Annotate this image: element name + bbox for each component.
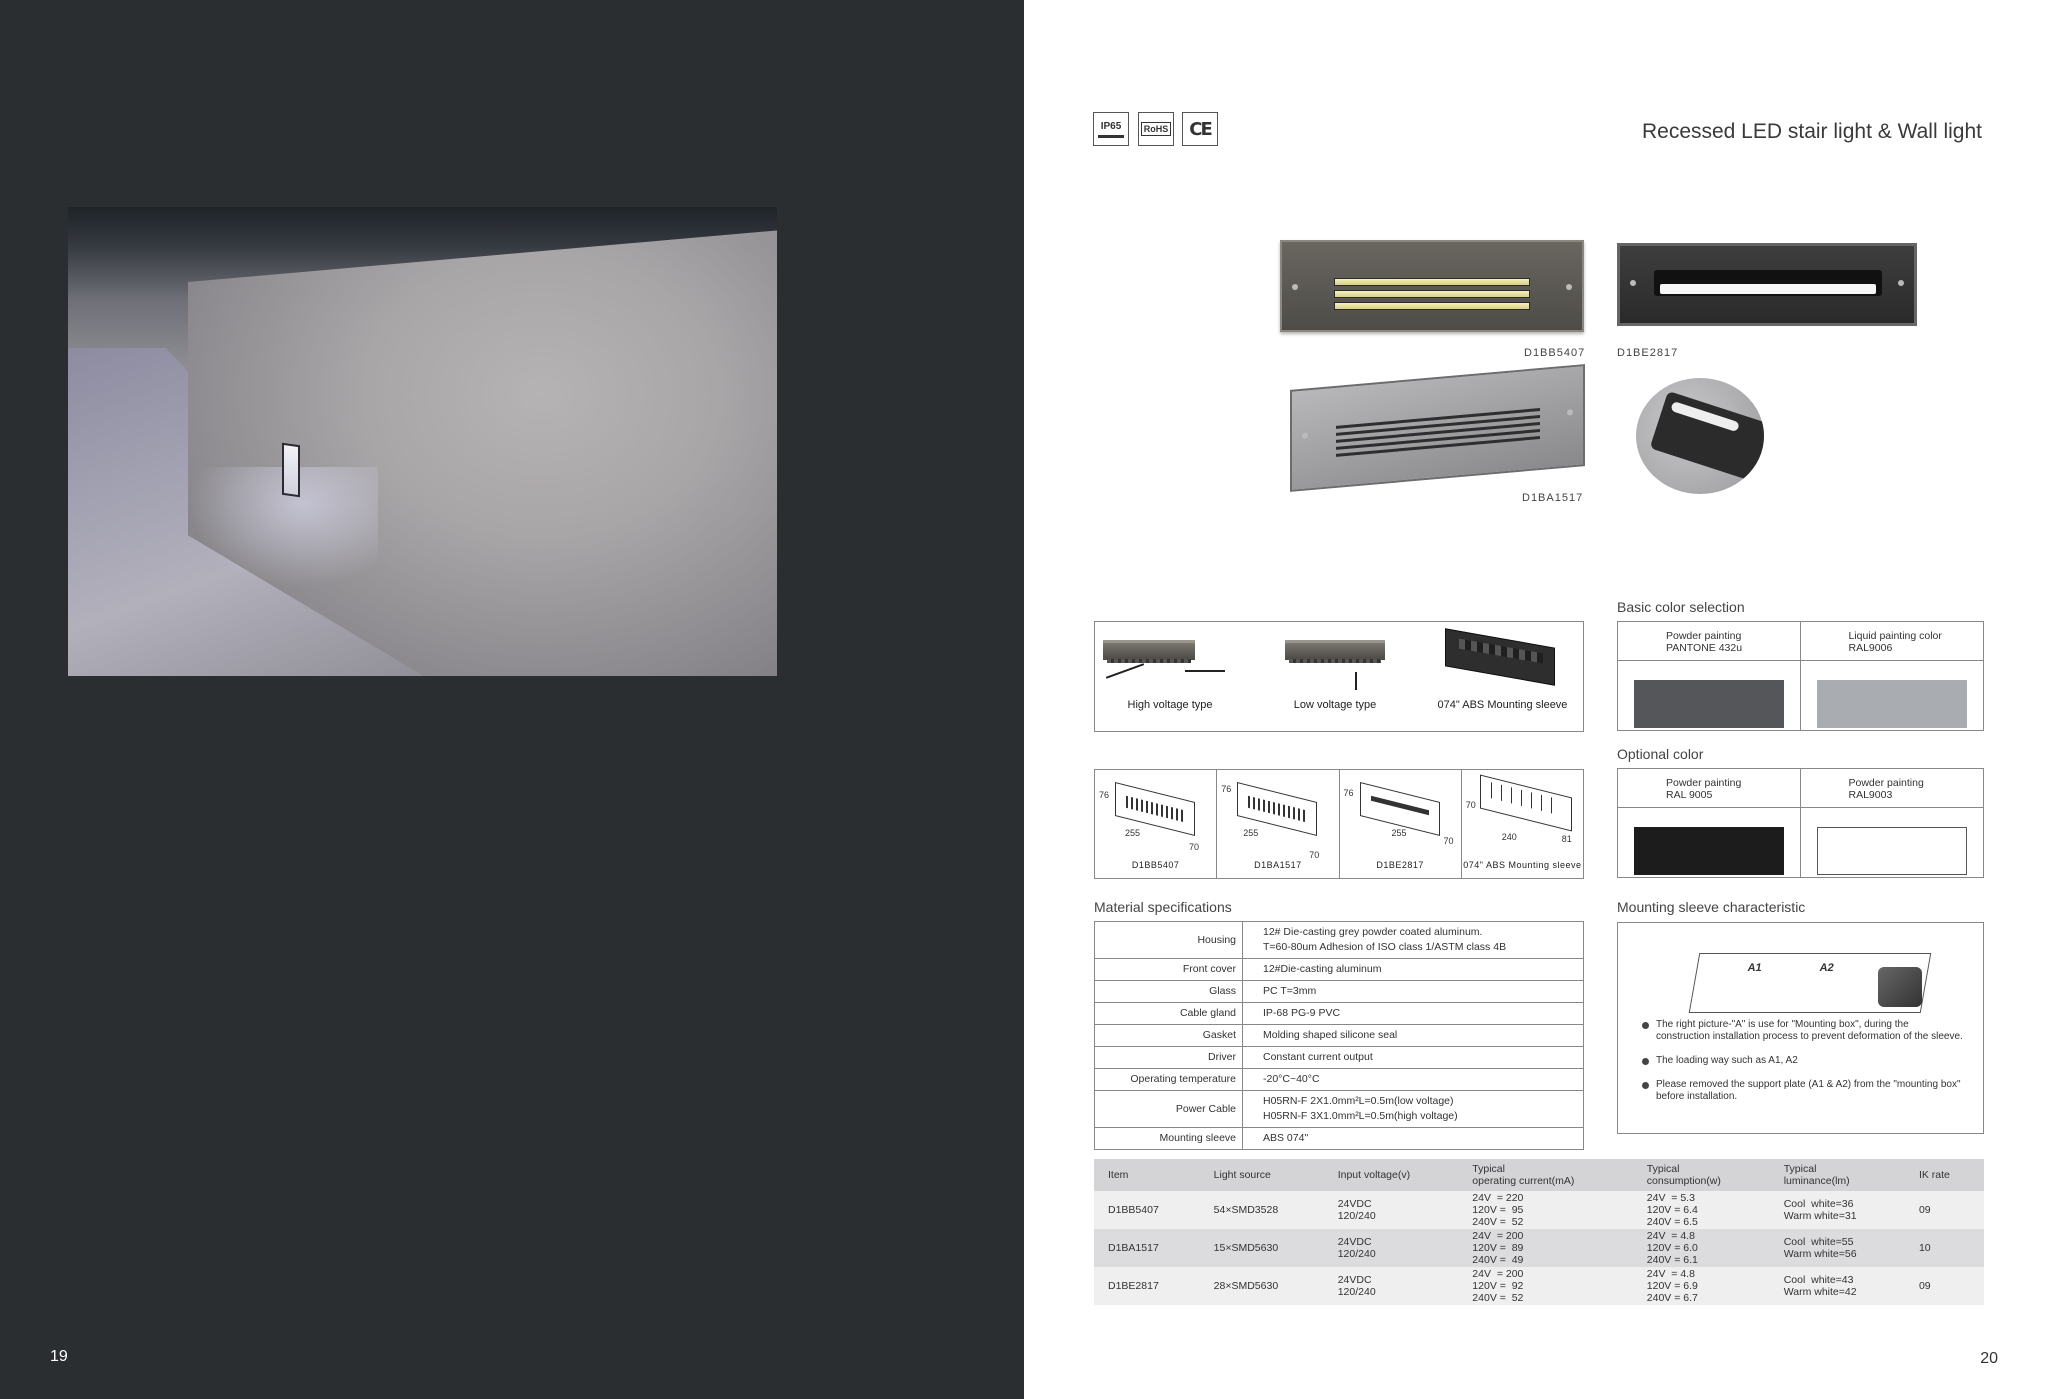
spec-row <box>1095 1003 1584 1025</box>
screw-icon <box>1567 409 1573 416</box>
spec-value <box>1243 981 1584 1003</box>
table-row <box>1094 1229 1984 1267</box>
color-name: Liquid painting color <box>1848 630 1942 642</box>
dim-depth: 70 <box>1189 842 1200 852</box>
table-header: Item <box>1094 1159 1200 1191</box>
mounting-sleeve-title: Mounting sleeve characteristic <box>1617 899 1806 915</box>
color-swatch <box>1817 680 1967 728</box>
spec-value <box>1243 1091 1584 1128</box>
basic-color-title: Basic color selection <box>1617 599 1745 615</box>
dim-height: 76 <box>1099 790 1110 800</box>
product-label-d1bb5407: D1BB5407 <box>1524 347 1586 359</box>
label-a1: A1 <box>1746 962 1763 974</box>
spec-value-line: ABS 074" <box>1263 1132 1309 1144</box>
spec-row <box>1095 959 1584 981</box>
spec-row <box>1095 1025 1584 1047</box>
rohs-badge-icon <box>1138 112 1174 146</box>
mounting-sleeve-box <box>1617 922 1984 1134</box>
dim-length: 240 <box>1501 832 1517 842</box>
spec-value-line: H05RN-F 3X1.0mm²L=0.5m(high voltage) <box>1263 1110 1458 1122</box>
mounting-note: Please removed the support plate (A1 & A2) from the "mounting box" before installation. <box>1642 1079 1963 1103</box>
spec-value <box>1243 1025 1584 1047</box>
product-label-d1ba1517: D1BA1517 <box>1522 492 1584 504</box>
label-a2: A2 <box>1818 962 1835 974</box>
photo-wall-lamp <box>282 443 300 498</box>
table-cell-consumption: 24V = 5.3 120V = 6.4 240V = 6.5 <box>1633 1191 1770 1229</box>
spec-value-line: Constant current output <box>1263 1051 1373 1063</box>
table-header: IK rate <box>1905 1159 1984 1191</box>
spec-key: Glass <box>1095 981 1243 1003</box>
dim-length: 255 <box>1391 828 1407 838</box>
mounting-notes <box>1642 1019 1963 1115</box>
ip65-badge-icon <box>1093 112 1129 146</box>
spec-value <box>1243 922 1584 959</box>
table-cell-voltage: 24VDC 120/240 <box>1324 1229 1459 1267</box>
low-voltage-type <box>1255 630 1415 711</box>
ce-label: CE <box>1189 118 1211 140</box>
light-slot <box>1334 278 1530 286</box>
table-cell-source: 54×SMD3528 <box>1200 1191 1324 1229</box>
table-cell-ik: 10 <box>1905 1229 1984 1267</box>
type-box <box>1094 621 1584 732</box>
mounting-note: The loading way such as A1, A2 <box>1642 1055 1963 1067</box>
table-cell-source: 28×SMD5630 <box>1200 1267 1324 1305</box>
dim-height: 76 <box>1221 784 1232 794</box>
table-cell-luminance: Cool white=43 Warm white=42 <box>1770 1267 1905 1305</box>
color-option <box>1801 769 1984 877</box>
mounting-note: The right picture-"A" is use for "Mounting box", during the construction installation process to prevent deformation of the sleeve. <box>1642 1019 1963 1043</box>
screw-icon <box>1898 280 1904 286</box>
ce-badge-icon <box>1182 112 1218 146</box>
color-swatch <box>1634 827 1784 875</box>
material-spec-title: Material specifications <box>1094 899 1232 915</box>
spec-key: Housing <box>1095 922 1243 959</box>
high-voltage-type <box>1095 630 1245 711</box>
optional-color-box <box>1617 768 1984 878</box>
screw-icon <box>1566 284 1572 290</box>
screw-icon <box>1292 284 1298 290</box>
abs-mounting-sleeve <box>1425 630 1580 711</box>
product-image-d1bb5407 <box>1280 240 1584 332</box>
table-cell-current: 24V = 220 120V = 95 240V = 52 <box>1458 1191 1632 1229</box>
spec-value <box>1243 1047 1584 1069</box>
dimension-drawings <box>1094 769 1584 879</box>
spec-row <box>1095 981 1584 1003</box>
screw-icon <box>1302 432 1308 439</box>
basic-color-box <box>1617 621 1984 731</box>
table-header: Typical consumption(w) <box>1633 1159 1770 1191</box>
high-voltage-type-label: High voltage type <box>1127 699 1213 711</box>
product-detail-closeup <box>1636 378 1764 494</box>
dimension-caption: D1BB5407 <box>1131 860 1180 870</box>
dimension-d1be2817 <box>1340 770 1462 878</box>
table-cell-ik: 09 <box>1905 1267 1984 1305</box>
abs-mounting-sleeve-label: 074" ABS Mounting sleeve <box>1437 699 1568 711</box>
dimension-caption: D1BA1517 <box>1254 860 1302 870</box>
product-image-d1ba1517 <box>1290 364 1585 492</box>
color-code: PANTONE 432u <box>1666 642 1743 654</box>
spec-value-line: 12#Die-casting aluminum <box>1263 963 1382 975</box>
spec-value-line: Molding shaped silicone seal <box>1263 1029 1398 1041</box>
optional-color-title: Optional color <box>1617 746 1704 762</box>
dim-height: 76 <box>1343 788 1354 798</box>
dim-length: 255 <box>1243 828 1259 838</box>
table-cell-consumption: 24V = 4.8 120V = 6.0 240V = 6.1 <box>1633 1229 1770 1267</box>
table-row <box>1094 1191 1984 1229</box>
spec-row <box>1095 1069 1584 1091</box>
spec-key: Gasket <box>1095 1025 1243 1047</box>
spec-row <box>1095 1047 1584 1069</box>
table-cell-voltage: 24VDC 120/240 <box>1324 1191 1459 1229</box>
dim-height: 70 <box>1465 800 1476 810</box>
spec-row <box>1095 922 1584 959</box>
spec-value-line: PC T=3mm <box>1263 985 1317 997</box>
stair-light-photo <box>68 207 777 676</box>
material-spec-table <box>1094 921 1584 1150</box>
color-option <box>1618 769 1801 877</box>
table-header: Typical operating current(mA) <box>1458 1159 1632 1191</box>
light-slot <box>1334 302 1530 310</box>
dimension-d1ba1517 <box>1217 770 1339 878</box>
table-cell-item: D1BA1517 <box>1094 1229 1200 1267</box>
spec-value-line: -20°C~40°C <box>1263 1073 1320 1085</box>
table-cell-luminance: Cool white=36 Warm white=31 <box>1770 1191 1905 1229</box>
color-name: Powder painting <box>1848 777 1924 789</box>
ip65-label: IP65 <box>1100 120 1122 132</box>
dim-depth: 70 <box>1309 850 1320 860</box>
color-name: Powder painting <box>1666 777 1742 789</box>
dimension-caption: 074" ABS Mounting sleeve <box>1463 860 1582 870</box>
spec-value <box>1243 1003 1584 1025</box>
table-cell-consumption: 24V = 4.8 120V = 6.9 240V = 6.7 <box>1633 1267 1770 1305</box>
color-code: RAL9003 <box>1848 789 1893 801</box>
page-title: Recessed LED stair light & Wall light <box>1641 120 1982 143</box>
rohs-label: RoHS <box>1141 122 1172 136</box>
dimension-d1bb5407 <box>1095 770 1217 878</box>
table-cell-source: 15×SMD5630 <box>1200 1229 1324 1267</box>
spec-key: Front cover <box>1095 959 1243 981</box>
color-code: RAL 9005 <box>1666 789 1713 801</box>
table-cell-item: D1BB5407 <box>1094 1191 1200 1229</box>
table-header: Light source <box>1200 1159 1324 1191</box>
light-slot <box>1334 290 1530 298</box>
table-row <box>1094 1267 1984 1305</box>
spec-key: Mounting sleeve <box>1095 1128 1243 1150</box>
screw-icon <box>1630 280 1636 286</box>
table-cell-current: 24V = 200 120V = 92 240V = 52 <box>1458 1267 1632 1305</box>
dimension-caption: D1BE2817 <box>1376 860 1424 870</box>
product-label-d1be2817: D1BE2817 <box>1617 347 1679 359</box>
table-cell-item: D1BE2817 <box>1094 1267 1200 1305</box>
table-cell-voltage: 24VDC 120/240 <box>1324 1267 1459 1305</box>
page-number-left: 19 <box>50 1348 68 1365</box>
spec-key: Cable gland <box>1095 1003 1243 1025</box>
color-code: RAL9006 <box>1848 642 1893 654</box>
spec-row <box>1095 1091 1584 1128</box>
spec-key: Operating temperature <box>1095 1069 1243 1091</box>
light-window <box>1654 270 1882 296</box>
color-option <box>1801 622 1984 730</box>
table-cell-current: 24V = 200 120V = 89 240V = 49 <box>1458 1229 1632 1267</box>
product-data-table <box>1094 1159 1984 1305</box>
dimension-mounting-sleeve <box>1462 770 1583 878</box>
spec-value <box>1243 1069 1584 1091</box>
product-image-d1be2817 <box>1617 243 1917 326</box>
low-voltage-type-label: Low voltage type <box>1293 699 1377 711</box>
dim-depth: 70 <box>1443 836 1454 846</box>
spec-row <box>1095 1128 1584 1150</box>
dim-length: 255 <box>1125 828 1141 838</box>
fixture-body <box>1650 391 1764 485</box>
dim-depth: 81 <box>1561 834 1572 844</box>
spec-value-line: T=60-80um Adhesion of ISO class 1/ASTM class 4B <box>1263 941 1507 953</box>
spec-key: Power Cable <box>1095 1091 1243 1128</box>
color-swatch <box>1817 827 1967 875</box>
color-option <box>1618 622 1801 730</box>
spec-value-line: 12# Die-casting grey powder coated aluminum. <box>1263 926 1483 938</box>
table-header: Typical luminance(lm) <box>1770 1159 1905 1191</box>
table-header: Input voltage(v) <box>1324 1159 1459 1191</box>
spec-value <box>1243 1128 1584 1150</box>
spec-value <box>1243 959 1584 981</box>
hand-icon <box>1878 967 1922 1007</box>
spec-value-line: H05RN-F 2X1.0mm²L=0.5m(low voltage) <box>1263 1095 1454 1107</box>
color-name: Powder painting <box>1666 630 1742 642</box>
table-cell-luminance: Cool white=55 Warm white=56 <box>1770 1229 1905 1267</box>
page-number-right: 20 <box>1980 1350 1998 1367</box>
color-swatch <box>1634 680 1784 728</box>
table-cell-ik: 09 <box>1905 1191 1984 1229</box>
spec-value-line: IP-68 PG-9 PVC <box>1263 1007 1341 1019</box>
spec-key: Driver <box>1095 1047 1243 1069</box>
